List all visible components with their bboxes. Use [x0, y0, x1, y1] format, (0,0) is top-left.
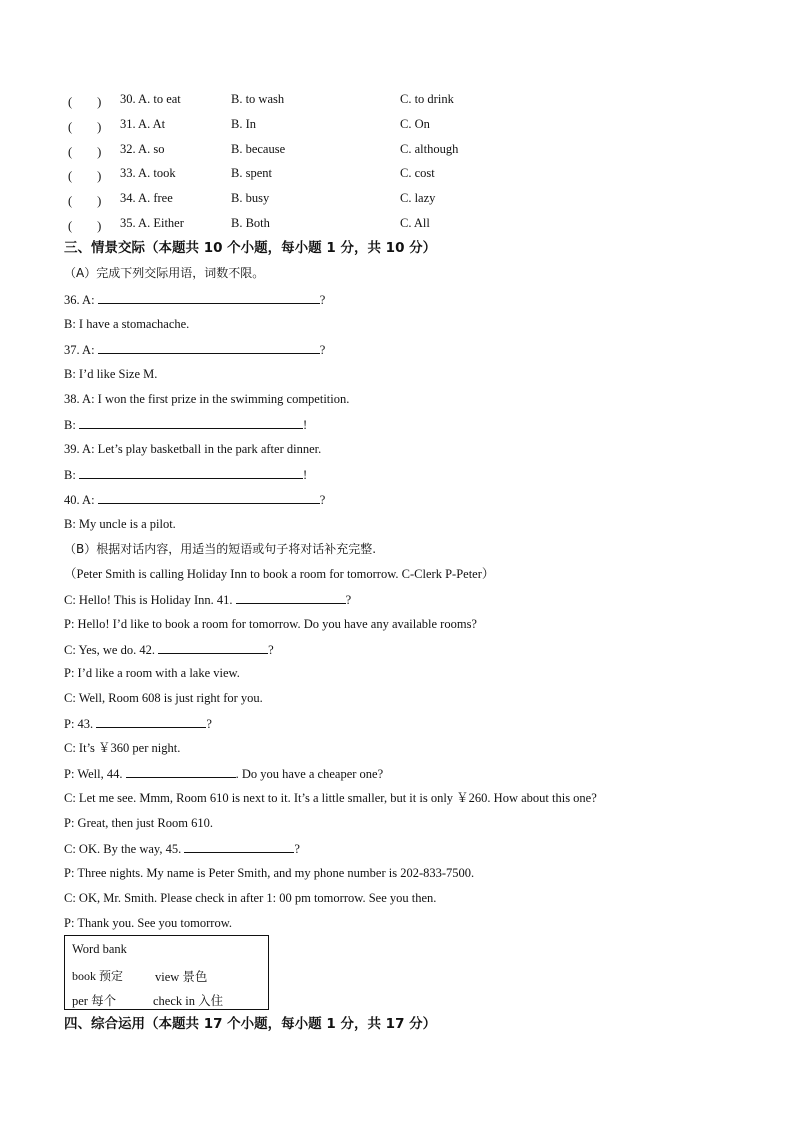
q39-line: B: ! [64, 468, 308, 482]
option-b: B. In [231, 117, 256, 131]
q37-response: B: I’d like Size M. [64, 367, 158, 381]
dialogue-line-45: C: OK. By the way, 45. ? [64, 842, 300, 856]
word-bank-box [64, 935, 269, 1010]
option-a: 32. A. so [120, 142, 165, 156]
word-bank-entry: per 每个 [72, 994, 117, 1008]
mc-question-34 [64, 191, 764, 207]
answer-bracket: ( ) [68, 219, 102, 233]
option-b: B. because [231, 142, 286, 156]
option-c: C. On [400, 117, 430, 131]
option-c: C. All [400, 216, 430, 230]
answer-blank-40[interactable] [98, 491, 320, 504]
word-bank-entry: check in 入住 [153, 994, 224, 1008]
answer-blank-45[interactable] [184, 840, 294, 853]
answer-bracket: ( ) [68, 169, 102, 183]
option-b: B. Both [231, 216, 270, 230]
dialogue-line-43: P: 43. ? [64, 717, 212, 731]
dialogue-line-44: P: Well, 44. . Do you have a cheaper one? [64, 767, 384, 781]
answer-blank-42[interactable] [158, 641, 268, 654]
answer-bracket: ( ) [68, 120, 102, 134]
mc-question-35 [64, 216, 764, 232]
dialogue-line: P: Hello! I’d like to book a room for tomorrow. Do you have any available rooms? [64, 617, 477, 631]
part-b-context: （Peter Smith is calling Holiday Inn to book a room for tomorrow. C-Clerk P-Peter） [64, 567, 495, 581]
q37-line: 37. A: ? [64, 343, 326, 357]
word-bank-title: Word bank [72, 942, 127, 956]
part-b-instruction: （B）根据对话内容，用适当的短语或句子将对话补充完整. [64, 542, 377, 556]
answer-blank-37[interactable] [98, 341, 320, 354]
dialogue-line: C: Well, Room 608 is just right for you. [64, 691, 263, 705]
answer-blank-39[interactable] [79, 466, 303, 479]
mc-question-31 [64, 117, 764, 133]
word-bank-entry: view 景色 [155, 970, 208, 984]
option-a: 30. A. to eat [120, 92, 181, 106]
option-c: C. cost [400, 166, 435, 180]
part-a-instruction: （A）完成下列交际用语，词数不限。 [64, 266, 265, 280]
option-c: C. lazy [400, 191, 436, 205]
option-c: C. although [400, 142, 459, 156]
mc-question-32 [64, 142, 764, 158]
section-3-heading: 三、情景交际（本题共 10 个小题，每小题 1 分，共 10 分） [64, 240, 437, 256]
section-4-heading: 四、综合运用（本题共 17 个小题，每小题 1 分，共 17 分） [64, 1016, 437, 1032]
answer-blank-36[interactable] [98, 291, 320, 304]
answer-blank-38[interactable] [79, 416, 303, 429]
option-b: B. spent [231, 166, 272, 180]
option-a: 34. A. free [120, 191, 173, 205]
word-bank-entry: book 预定 [72, 969, 124, 983]
dialogue-line: C: It’s ￥360 per night. [64, 741, 181, 755]
answer-bracket: ( ) [68, 145, 102, 159]
answer-blank-43[interactable] [96, 715, 206, 728]
option-a: 33. A. took [120, 166, 176, 180]
dialogue-line: P: Great, then just Room 610. [64, 816, 213, 830]
option-c: C. to drink [400, 92, 454, 106]
q40-response: B: My uncle is a pilot. [64, 517, 176, 531]
dialogue-line: P: I’d like a room with a lake view. [64, 666, 240, 680]
option-b: B. to wash [231, 92, 285, 106]
dialogue-line: C: Let me see. Mmm, Room 610 is next to it. It’s a little smaller, but it is only ￥260. How about this one? [64, 791, 597, 805]
dialogue-line: P: Three nights. My name is Peter Smith, and my phone number is 202-833-7500. [64, 866, 475, 880]
option-a: 31. A. At [120, 117, 166, 131]
q39-prompt: 39. A: Let’s play basketball in the park after dinner. [64, 442, 322, 456]
mc-question-33 [64, 166, 764, 182]
q36-response: B: I have a stomachache. [64, 317, 190, 331]
answer-bracket: ( ) [68, 95, 102, 109]
q36-line: 36. A: ? [64, 293, 326, 307]
q38-prompt: 38. A: I won the first prize in the swimming competition. [64, 392, 350, 406]
answer-bracket: ( ) [68, 194, 102, 208]
q38-line: B: ! [64, 418, 308, 432]
option-b: B. busy [231, 191, 270, 205]
dialogue-line-42: C: Yes, we do. 42. ? [64, 643, 274, 657]
dialogue-line: P: Thank you. See you tomorrow. [64, 916, 233, 930]
option-a: 35. A. Either [120, 216, 184, 230]
answer-blank-41[interactable] [236, 591, 346, 604]
dialogue-line-41: C: Hello! This is Holiday Inn. 41. ? [64, 593, 352, 607]
answer-blank-44[interactable] [126, 765, 236, 778]
mc-question-30 [64, 92, 764, 108]
dialogue-line: C: OK, Mr. Smith. Please check in after 1: 00 pm tomorrow. See you then. [64, 891, 437, 905]
q40-line: 40. A: ? [64, 493, 326, 507]
